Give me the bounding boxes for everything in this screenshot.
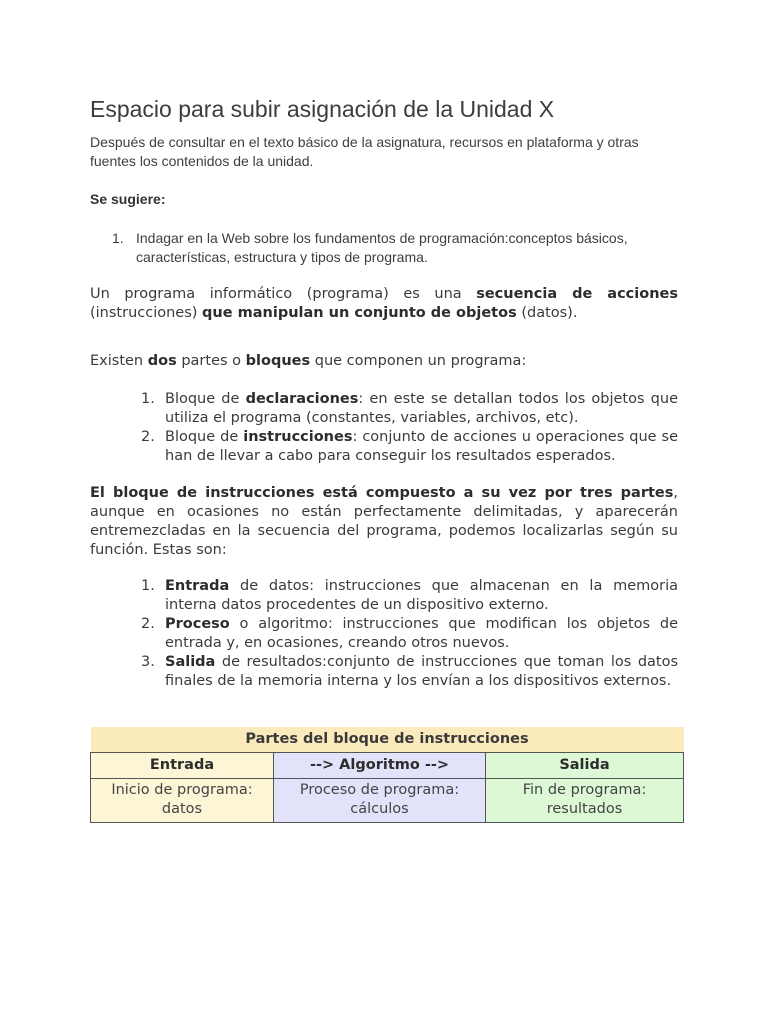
cell-line-1: Proceso de programa:: [299, 782, 460, 798]
part-bold: Proceso: [165, 616, 230, 632]
cell-line-1: Inicio de programa:: [111, 782, 253, 798]
list-item: [112, 229, 672, 267]
definition-bold-2: que manipulan un conjunto de objetos: [202, 305, 517, 321]
header-entrada: Entrada: [91, 752, 274, 778]
block-text: : conjunto de acciones u operaciones que se han de llevar a cabo para conseguir los resultados esperados.: [165, 429, 679, 464]
cell-algoritmo: [274, 778, 486, 822]
part-text: de datos: instrucciones que almacenan en la memoria interna datos procedentes de un dispositivo externo.: [165, 578, 679, 613]
list-number: 2.: [141, 429, 155, 445]
definition-text-2: (instrucciones): [90, 305, 198, 321]
instruction-block-paragraph: [90, 484, 678, 560]
block-bold: declaraciones: [245, 391, 359, 407]
instruction-block-bold: El bloque de instrucciones está compuesto a su vez por tres partes: [90, 485, 674, 501]
list-number: 2.: [141, 616, 155, 632]
part-text: de resultados:conjunto de instrucciones que toman los datos finales de la memoria interna y los envían a los dispositivos externos.: [165, 654, 679, 689]
part-bold: Salida: [165, 654, 216, 670]
part-bold: Entrada: [165, 578, 230, 594]
definition-bold-1: secuencia de acciones: [476, 286, 678, 302]
parts-table: [90, 727, 684, 823]
table-row: [91, 778, 684, 822]
table-caption-row: [91, 727, 684, 752]
existen-paragraph: [90, 352, 684, 371]
table-header-row: [91, 752, 684, 778]
definition-paragraph: [90, 285, 678, 323]
list-number: 1.: [141, 391, 155, 407]
header-algoritmo: --> Algoritmo -->: [274, 752, 486, 778]
cell-entrada: [91, 778, 274, 822]
list-item: [141, 428, 678, 466]
table-caption: Partes del bloque de instrucciones: [91, 727, 684, 752]
task-list: [112, 229, 672, 267]
cell-line-2: cálculos: [350, 801, 409, 817]
cell-line-2: datos: [161, 801, 203, 817]
list-item-text: Indagar en la Web sobre los fundamentos de programación:conceptos básicos, características, estructura y tipos de programa.: [136, 230, 628, 265]
list-item: [141, 615, 678, 653]
cell-line-1: Fin de programa:: [522, 782, 647, 798]
definition-text-3: (datos).: [521, 305, 578, 321]
list-item: [141, 390, 678, 428]
block-prefix: Bloque de: [165, 391, 240, 407]
list-item: [141, 653, 678, 691]
list-number: 3.: [141, 654, 155, 670]
page-title: Espacio para subir asignación de la Unidad X: [90, 96, 555, 122]
existen-text-3: que componen un programa:: [314, 353, 527, 369]
intro-paragraph: Después de consultar en el texto básico de la asignatura, recursos en plataforma y otras fuentes los contenidos de la unidad.: [90, 134, 639, 169]
existen-text-2: partes o: [181, 353, 242, 369]
existen-bold-2: bloques: [245, 353, 311, 369]
block-prefix: Bloque de: [165, 429, 239, 445]
instruction-block-text: , aunque en ocasiones no están perfectamente delimitadas, y aparecerán entremezcladas en la secuencia del programa, podemos localizarlas según su función. Estas son:: [90, 485, 678, 558]
existen-bold-1: dos: [147, 353, 177, 369]
block-bold: instrucciones: [243, 429, 353, 445]
header-salida: Salida: [486, 752, 684, 778]
list-item: [141, 577, 678, 615]
part-text: o algoritmo: instrucciones que modifican los objetos de entrada y, en ocasiones, creando otros nuevos.: [165, 616, 678, 651]
cell-salida: [486, 778, 684, 822]
block-text: : en este se detallan todos los objetos que utiliza el programa (constantes, variables, archivos, etc).: [165, 391, 678, 426]
suggest-label: Se sugiere:: [90, 191, 166, 207]
existen-text-1: Existen: [90, 353, 144, 369]
list-number: 1.: [141, 578, 155, 594]
definition-text-1: Un programa informático (programa) es una: [90, 286, 462, 302]
parts-list: [141, 577, 678, 691]
cell-line-2: resultados: [546, 801, 623, 817]
list-number: 1.: [112, 230, 124, 246]
blocks-list: [141, 390, 678, 466]
